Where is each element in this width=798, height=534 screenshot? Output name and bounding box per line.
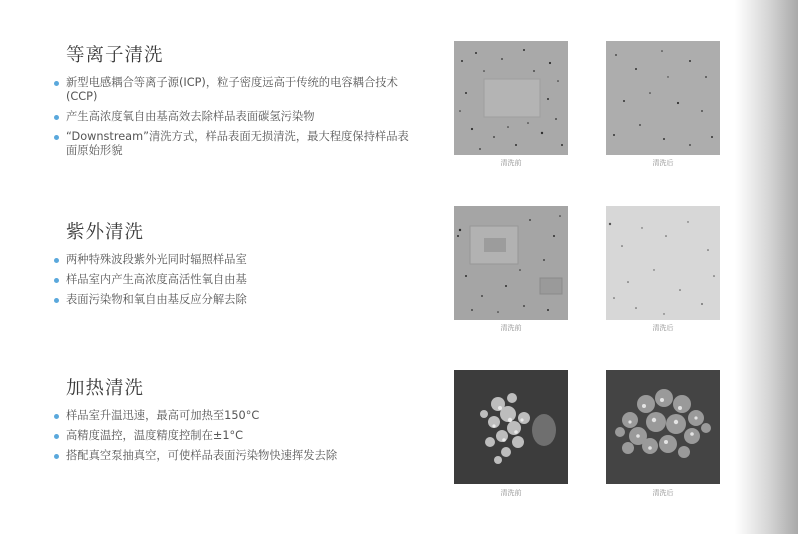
- image-caption-before: 清洗前: [500, 159, 522, 167]
- sem-image-plasma-before: [454, 41, 568, 155]
- bullet-item: 样品室升温迅速，最高可加热至150°C: [52, 409, 412, 423]
- bullet-item: 搭配真空泵抽真空，可使样品表面污染物快速挥发去除: [52, 449, 412, 463]
- sem-image-plasma-after: [606, 41, 720, 155]
- sem-texture: [454, 41, 568, 155]
- bullet-item: 表面污染物和氧自由基反应分解去除: [52, 293, 412, 307]
- sem-texture: [606, 41, 720, 155]
- section-heat-cleaning: [52, 374, 412, 469]
- section-plasma-cleaning: [52, 41, 412, 164]
- image-caption-before: 清洗前: [500, 489, 522, 497]
- sem-image-uv-after: [606, 206, 720, 320]
- bullet-list: [52, 253, 412, 307]
- bullet-item: 两种特殊波段紫外光同时辐照样品室: [52, 253, 412, 267]
- bullet-item: 样品室内产生高浓度高活性氧自由基: [52, 273, 412, 287]
- image-caption-after: 清洗后: [652, 324, 674, 332]
- bullet-list: [52, 409, 412, 463]
- image-caption-before: 清洗前: [500, 324, 522, 332]
- bullet-item: 新型电感耦合等离子源(ICP)，粒子密度远高于传统的电容耦合技术(CCP): [52, 76, 412, 104]
- section-title: 等离子清洗: [66, 45, 164, 66]
- bullet-list: [52, 76, 412, 158]
- image-caption-after: 清洗后: [652, 159, 674, 167]
- section-title: 紫外清洗: [66, 222, 145, 243]
- sem-texture: [454, 206, 568, 320]
- image-caption-after: 清洗后: [652, 489, 674, 497]
- sem-image-heat-after: [606, 370, 720, 484]
- bullet-item: 产生高浓度氧自由基高效去除样品表面碳氢污染物: [52, 110, 412, 124]
- bullet-item: 高精度温控，温度精度控制在±1°C: [52, 429, 412, 443]
- sem-image-heat-before: [454, 370, 568, 484]
- section-title: 加热清洗: [66, 378, 145, 399]
- section-uv-cleaning: [52, 218, 412, 313]
- sem-particle-cluster: [606, 370, 720, 484]
- bullet-item: “Downstream”清洗方式，样品表面无损清洗，最大程度保持样品表面原始形貌: [52, 130, 412, 158]
- sem-texture: [606, 206, 720, 320]
- sem-particle-cluster: [454, 370, 568, 484]
- page-fold-shadow: [735, 0, 798, 534]
- sem-image-uv-before: [454, 206, 568, 320]
